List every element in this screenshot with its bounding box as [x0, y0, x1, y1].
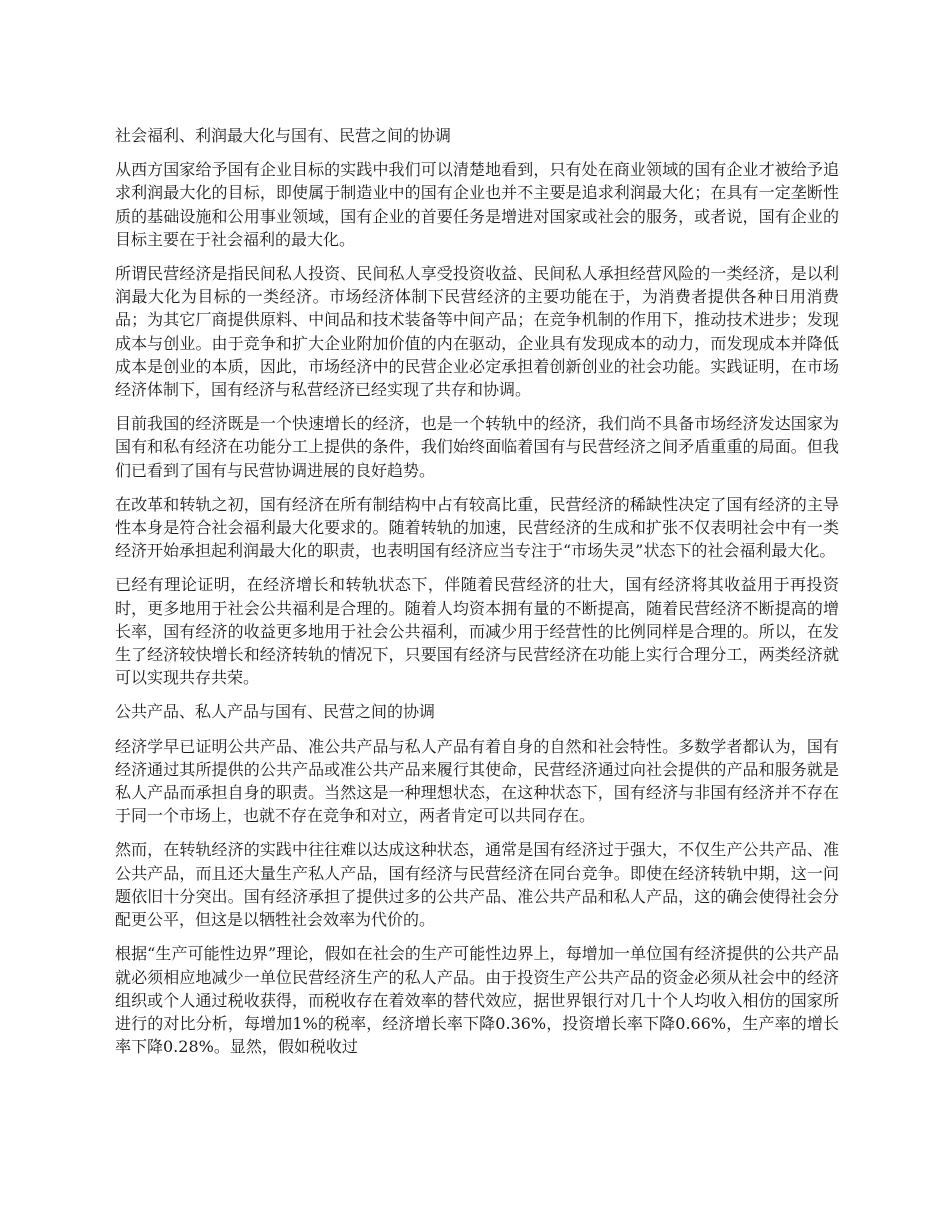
paragraph: 经济学早已证明公共产品、准公共产品与私人产品有着自身的自然和社会特性。多数学者都认为，国有经济通过其所提供的公共产品或准公共产品来履行其使命，民营经济通过向社会提供的产品和服务就是私人产品而承担自身的职责。当然这是一种理想状态，在这种状态下，国有经济与非国有经济并不存在于同一个市场上，也就不存在竞争和对立，两者肯定可以共同存在。 — [115, 736, 839, 826]
document-page — [115, 124, 839, 1069]
paragraph: 在改革和转轨之初，国有经济在所有制结构中占有较高比重，民营经济的稀缺性决定了国有经济的主导性本身是符合社会福利最大化要求的。随着转轨的加速，民营经济的生成和扩张不仅表明社会中有一类经济开始承担起利润最大化的职责，也表明国有经济应当专注于“市场失灵”状态下的社会福利最大化。 — [115, 494, 839, 561]
paragraph: 从西方国家给予国有企业目标的实践中我们可以清楚地看到，只有处在商业领域的国有企业才被给予追求利润最大化的目标，即使属于制造业中的国有企业也并不主要是追求利润最大化；在具有一定垄断性质的基础设施和公用事业领域，国有企业的首要任务是增进对国家或社会的服务，或者说，国有企业的目标主要在于社会福利的最大化。 — [115, 160, 839, 249]
paragraph: 所谓民营经济是指民间私人投资、民间私人享受投资收益、民间私人承担经营风险的一类经济，是以利润最大化为目标的一类经济。市场经济体制下民营经济的主要功能在于，为消费者提供各种日用消费品；为其它厂商提供原料、中间品和技术装备等中间产品；在竞争机制的作用下，推动技术进步；发现成本与创业。由于竞争和扩大企业附加价值的内在驱动，企业具有发现成本的动力，而发现成本并降低成本是创业的本质，因此，市场经济中的民营企业必定承担着创新创业的社会功能。实践证明，在市场经济体制下，国有经济与私营经济已经实现了共存和协调。 — [115, 264, 839, 400]
paragraph: 根据“生产可能性边界”理论，假如在社会的生产可能性边界上，每增加一单位国有经济提供的公共产品就必须相应地减少一单位民营经济生产的私人产品。由于投资生产公共产品的资金必须从社会中的经济组织或个人通过税收获得，而税收存在着效率的替代效应，据世界银行对几十个人均收入相仿的国家所进行的对比分析，每增加1%的税率，经济增长率下降0.36%，投资增长率下降0.66%，生产率的增长率下降0.28%。显然，假如税收过 — [115, 944, 839, 1057]
paragraph: 已经有理论证明，在经济增长和转轨状态下，伴随着民营经济的壮大，国有经济将其收益用于再投资时，更多地用于社会公共福利是合理的。随着人均资本拥有量的不断提高，随着民营经济不断提高的增长率，国有经济的收益更多地用于社会公共福利，而减少用于经营性的比例同样是合理的。所以，在发生了经济较快增长和经济转轨的情况下，只要国有经济与民营经济在功能上实行合理分工，两类经济就可以实现共存共荣。 — [115, 575, 839, 688]
paragraph: 目前我国的经济既是一个快速增长的经济，也是一个转轨中的经济，我们尚不具备市场经济发达国家为国有和私有经济在功能分工上提供的条件，我们始终面临着国有与民营经济之间矛盾重重的局面。但我们已看到了国有与民营协调进展的良好趋势。 — [115, 414, 839, 480]
section-heading-public-goods: 公共产品、私人产品与国有、民营之间的协调 — [115, 702, 436, 722]
paragraph: 然而，在转轨经济的实践中往往难以达成这种状态，通常是国有经济过于强大，不仅生产公共产品、准公共产品，而且还大量生产私人产品，国有经济与民营经济在同台竞争。即使在经济转轨中期，这一问题依旧十分突出。国有经济承担了提供过多的公共产品、准公共产品和私人产品，这的确会使得社会分配更公平，但这是以牺牲社会效率为代价的。 — [115, 840, 839, 930]
section-heading-social-welfare: 社会福利、利润最大化与国有、民营之间的协调 — [115, 126, 452, 145]
